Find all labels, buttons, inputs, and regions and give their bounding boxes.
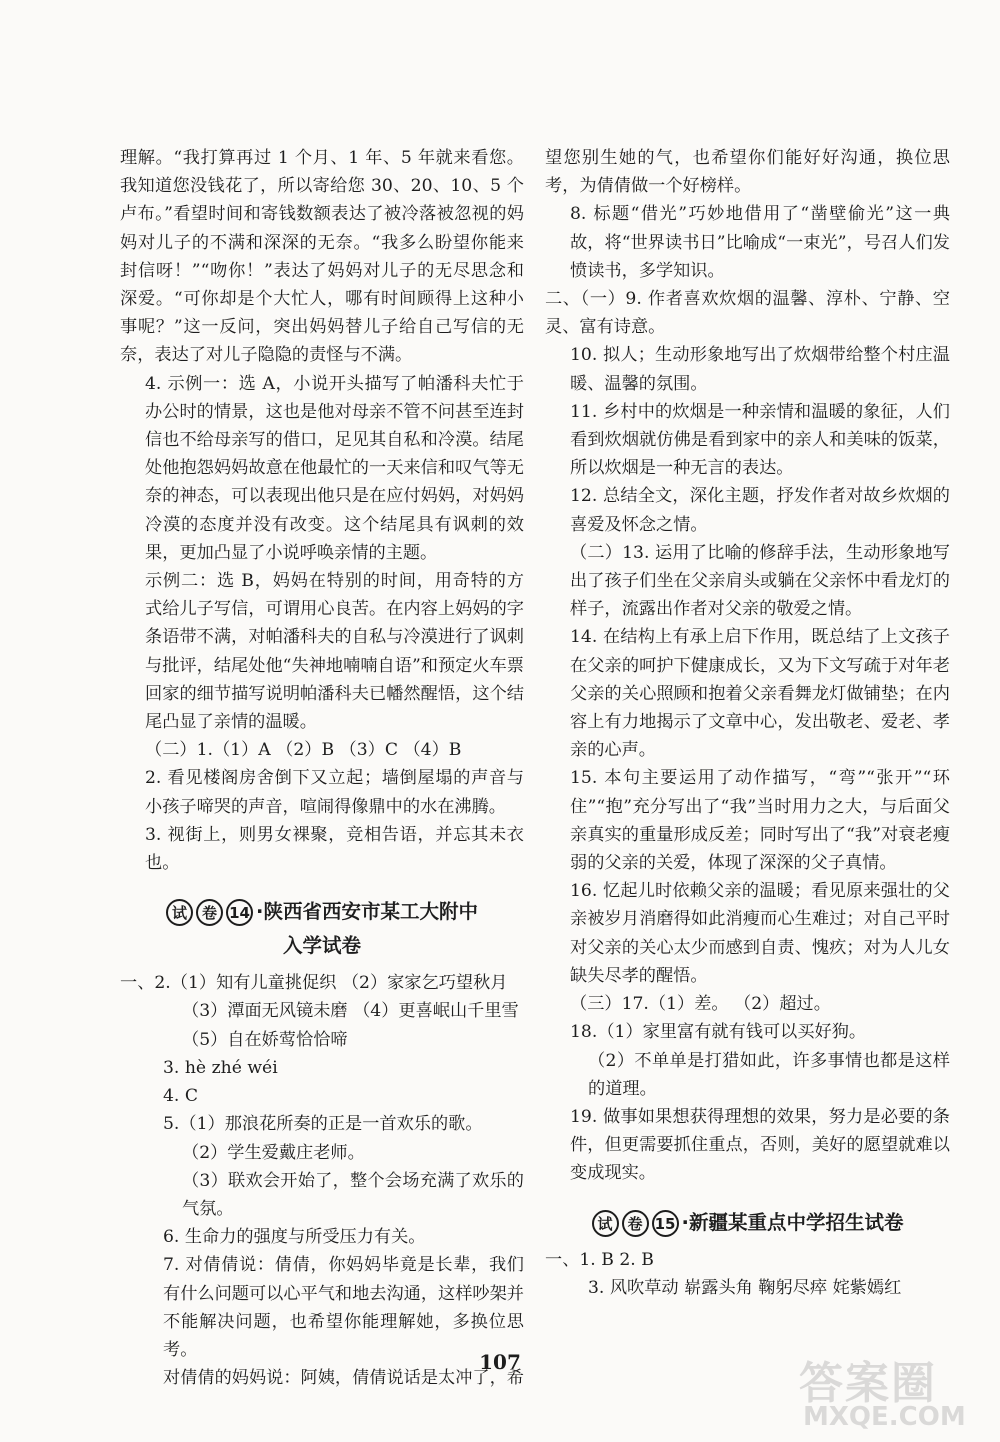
watermark-url: MXQE.COM [803,1402,966,1432]
badge-juan: 卷 [196,899,223,926]
paragraph: 10. 拟人；生动形象地写出了炊烟带给整个村庄温暖、温馨的氛围。 [570,345,950,394]
paragraph: （二）1.（1）A （2）B （3）C （4）B [145,740,462,761]
paragraph: 示例二：选 B，妈妈在特别的时间，用奇特的方式给儿子写信，可谓用心良苦。在内容上妈妈的字条语带不满，对帕潘科夫的自私与冷漠进行了讽刺与批评，结尾处他“失神地喃喃自语”和预定火车票回家的细节描写说明帕潘科夫已幡然醒悟，这个结尾凸显了亲情的温暖。 [145,571,524,733]
paragraph: 14. 在结构上有承上启下作用，既总结了上文孩子在父亲的呵护下健康成长，又为下文写疏于对年老父亲的关心照顾和抱着父亲看舞龙灯做铺垫；在内容上有力地揭示了文章中心，发出敬老、爱老、孝亲的心声。 [570,627,950,761]
answer-line: （3）潭面无风镜未磨 （4）更喜岷山千里雪 [182,1001,519,1022]
paragraph: 11. 乡村中的炊烟是一种亲情和温暖的象征，人们看到炊烟就仿佛是看到家中的亲人和美味的饭菜，所以炊烟是一种无言的表达。 [570,401,950,479]
answer-line: 一、1. B 2. B [545,1249,654,1270]
page-number: 107 [479,1350,521,1374]
paragraph: 16. 忆起儿时依赖父亲的温暖；看见原来强壮的父亲被岁月消磨得如此消瘦而心生难过；对自己平时对父亲的关心太少而感到自责、愧疚；对为人儿女缺失尽孝的醒悟。 [570,881,950,986]
section-heading-15 [545,1206,950,1240]
paragraph: 15. 本句主要运用了动作描写，“弯”“张开”“环住”“抱”充分写出了“我”当时用力之大，与后面父亲真实的重量形成反差；同时写出了“我”对衰老瘦弱的父亲的关爱，体现了深深的父子真情。 [570,768,950,874]
answer-line: 3. hè zhé wéi [163,1057,278,1078]
badge-shi: 试 [166,899,193,926]
section-heading-14 [120,895,524,963]
paragraph: 8. 标题“借光”巧妙地借用了“凿壁偷光”这一典故，将“世界读书日”比喻成“一束光”，号召人们发愤读书，多学知识。 [570,204,950,281]
paragraph: 4. 示例一：选 A，小说开头描写了帕潘科夫忙于办公时的情景，这也是他对母亲不管不问甚至连封信也不给母亲写的借口，足见其自私和冷漠。结尾处他抱怨妈妈故意在他最忙的一天来信和叹气等无奈的神态，可以表现出他只是在应付妈妈，对妈妈冷漠的态度并没有改变。这个结尾具有讽刺的效果，更加凸显了小说呼唤亲情的主题。 [145,373,524,563]
paragraph: 二、（一）9. 作者喜欢炊烟的温馨、淳朴、宁静、空灵、富有诗意。 [545,289,950,338]
section-title: ·陕西省西安市某工大附中 [256,900,478,924]
right-column [545,144,950,1302]
section-title-line2: 入学试卷 [282,934,361,958]
badge-shi: 试 [592,1210,619,1237]
section-title: ·新疆某重点中学招生试卷 [681,1210,904,1234]
left-column [120,144,524,1392]
paragraph: 望您别生她的气，也希望你们能好好沟通，换位思考，为倩倩做一个好榜样。 [545,148,950,197]
badge-number: 15 [652,1210,679,1237]
paragraph: （二）13. 运用了比喻的修辞手法，生动形象地写出了孩子们坐在父亲肩头或躺在父亲怀中看龙灯的样子，流露出作者对父亲的敬爱之情。 [570,542,950,620]
answer-line: 4. C [163,1086,199,1107]
paragraph: 3. 视街上，则男女裸聚，竞相告语，并忘其未衣也。 [145,824,524,874]
answer-line: 7. 对倩倩说：倩倩，你妈妈毕竟是长辈，我们有什么问题可以心平气和地去沟通，这样吵架并不能解决问题，也希望你能理解她，多换位思考。 [163,1255,524,1360]
answer-line: （3）联欢会开始了，整个会场充满了欢乐的气氛。 [182,1170,524,1219]
answer-line: 5.（1）那浪花所奏的正是一首欢乐的歌。 [163,1114,483,1135]
badge-number: 14 [226,899,253,926]
paragraph: 理解。“我打算再过 1 个月、1 年、5 年就来看您。我知道您没钱花了，所以寄给您 30、20、10、5 个卢布。”看望时间和寄钱数额表达了被冷落被忽视的妈妈对儿子的不满和深深的无奈。“我多么盼望你能来封信呀！”“吻你！”表达了妈妈对儿子的无尽思念和深爱。“可你却是个大忙人，哪有时间顾得上这种小事呢？”这一反问，突出妈妈替儿子给自己写信的无奈，表达了对儿子隐隐的责怪与不满。 [120,148,524,366]
paragraph: （2）不单单是打猎如此，许多事情也都是这样的道理。 [588,1050,950,1099]
watermark-text: 答案圈 [799,1358,937,1409]
answer-line: （2）学生爱戴庄老师。 [182,1142,365,1163]
answer-line: 对倩倩的妈妈说：阿姨，倩倩说话是太冲了，希 [163,1368,524,1389]
answer-line: （5）自在娇莺恰恰啼 [182,1029,348,1050]
answer-line: 一、2.（1）知有儿童挑促织 （2）家家乞巧望秋月 [120,973,508,994]
watermark-logo [793,1347,993,1437]
paragraph: 19. 做事如果想获得理想的效果，努力是必要的条件，但更需要抓住重点，否则，美好的愿望就难以变成现实。 [570,1106,950,1184]
answer-line: 6. 生命力的强度与所受压力有关。 [163,1227,426,1248]
paragraph: 12. 总结全文，深化主题，抒发作者对故乡炊烟的喜爱及怀念之情。 [570,486,950,535]
paragraph: 18.（1）家里富有就有钱可以买好狗。 [570,1022,867,1043]
paragraph: （三）17.（1）差。 （2）超过。 [570,994,831,1015]
answer-line: 3. 风吹草动 崭露头角 鞠躬尽瘁 姹紫嫣红 [588,1277,902,1298]
paragraph: 2. 看见楼阁房舍倒下又立起；墙倒屋塌的声音与小孩子啼哭的声音，喧闹得像鼎中的水在沸腾。 [145,768,524,817]
badge-juan: 卷 [622,1210,649,1237]
